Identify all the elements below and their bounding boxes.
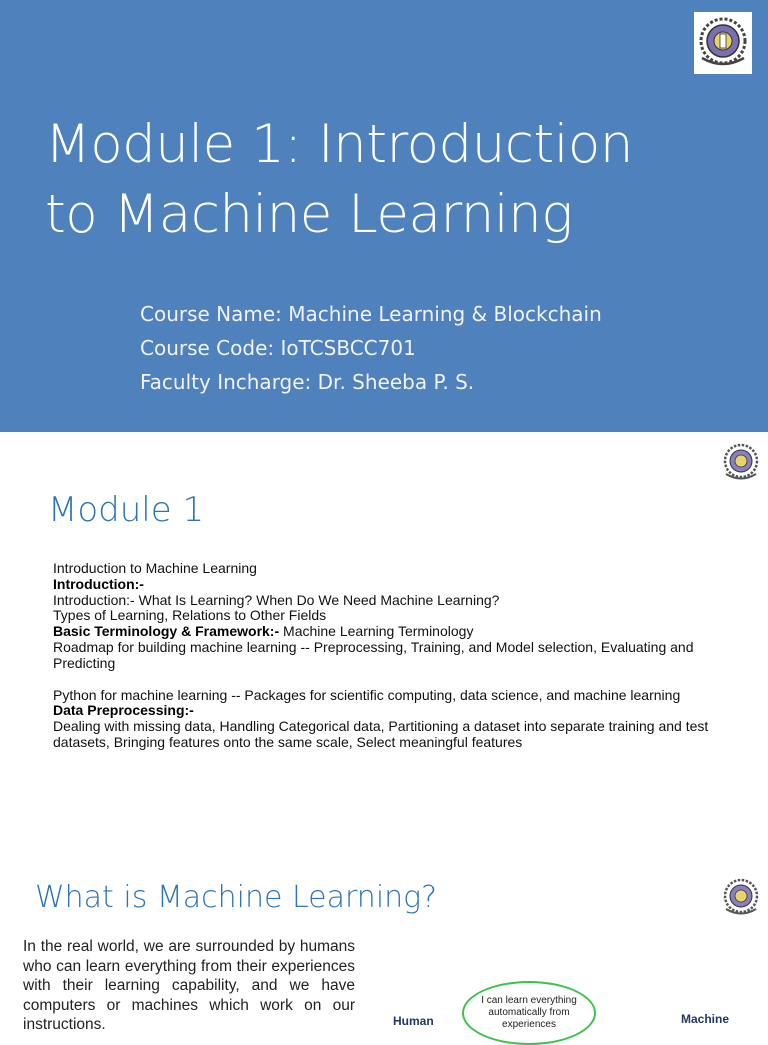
course-info: [140, 297, 602, 399]
college-logo: [694, 12, 752, 74]
basic-terminology-label: Basic Terminology & Framework:-: [53, 623, 280, 640]
faculty-incharge: Faculty Incharge: Dr. Sheeba P. S.: [140, 370, 475, 394]
college-emblem-icon: [694, 12, 752, 74]
data-preprocessing-label: Data Preprocessing:-: [53, 702, 194, 719]
title-slide: [0, 0, 768, 432]
course-name: Course Name: Machine Learning & Blockchain: [140, 302, 602, 326]
module-heading: Module 1: [48, 490, 205, 530]
slide3-emblem: [720, 876, 762, 918]
college-emblem-icon: [720, 876, 762, 918]
speech-bubble: I can learn everything automatically from experiences: [462, 981, 596, 1045]
intro-title: Introduction to Machine Learning: [53, 560, 257, 576]
introduction-label: Introduction:-: [53, 575, 144, 592]
data-preprocessing-text: Dealing with missing data, Handling Categorical data, Partitioning a dataset into separate training and test datasets, Bringing features onto the same scale, Select meaningful features: [53, 718, 709, 750]
ml-heading: What is Machine Learning?: [35, 880, 438, 915]
slide2-emblem: [720, 441, 762, 483]
basic-terminology-text: Machine Learning Terminology: [279, 623, 474, 640]
python-line: Python for machine learning -- Packages for scientific computing, data science, and machine learning: [53, 686, 681, 703]
course-code: Course Code: IoTCSBCC701: [140, 336, 416, 360]
introduction-line: Introduction:- What Is Learning? When Do We Need Machine Learning?: [53, 591, 500, 608]
title-line-2: to Machine Learning: [45, 184, 573, 245]
types-line: Types of Learning, Relations to Other Fields: [53, 607, 327, 624]
college-emblem-icon: [720, 441, 762, 483]
ml-paragraph: In the real world, we are surrounded by humans who can learn everything from their experiences with their learning capability, and we have computers or machines which work on our instructions.: [23, 938, 355, 1033]
machine-label: Machine: [681, 1012, 730, 1026]
slide-title: [45, 110, 745, 250]
title-line-1: Module 1: Introduction: [45, 114, 633, 175]
module-content: [53, 561, 713, 751]
roadmap-line: Roadmap for building machine learning -- Preprocessing, Training, and Model selection, Evaluating and Predicting: [53, 638, 694, 671]
human-label: Human: [393, 1014, 434, 1028]
